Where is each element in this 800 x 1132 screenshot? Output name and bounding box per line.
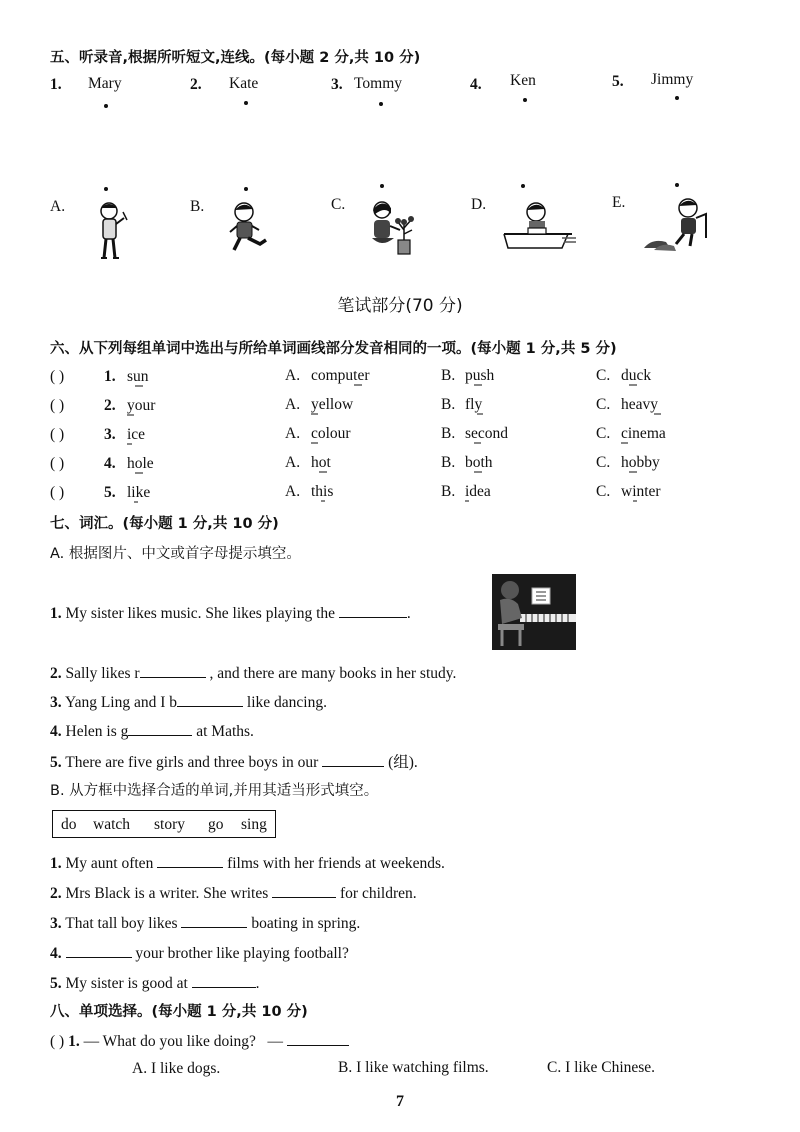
given-word: like: [127, 484, 151, 501]
option-letter: A.: [285, 425, 301, 442]
name-label: Jimmy: [651, 71, 694, 88]
question-number: 3.: [50, 915, 62, 932]
question-number: 5.: [104, 484, 116, 501]
fill-blank[interactable]: [322, 752, 384, 767]
name-number: 5.: [612, 73, 624, 90]
partA-question: [50, 663, 456, 683]
word-bank-item: sing: [241, 816, 267, 833]
partA-question: [50, 721, 254, 741]
question-number: 4.: [104, 455, 116, 472]
picture-letter: E.: [612, 194, 626, 211]
question-text: Mrs Black is a writer. She writes: [65, 885, 269, 902]
option-word: hobby: [621, 454, 660, 471]
girl-playing-piano-icon: [492, 574, 576, 650]
question-text-end: films with her friends at weekends.: [227, 855, 445, 872]
section6-title: 六、从下列每组单词中选出与所给单词画线部分发音相同的一项。(每小题 1 分,共 5 分): [50, 341, 617, 357]
name-number: 4.: [470, 76, 482, 93]
answer-blank[interactable]: ( ): [50, 368, 65, 385]
option-letter: A.: [285, 367, 301, 384]
fill-blank[interactable]: [287, 1031, 349, 1046]
answer-blank[interactable]: ( ): [50, 426, 65, 443]
question-text: My sister likes music. She likes playing the: [65, 605, 336, 622]
given-word: hole: [127, 455, 154, 472]
word-bank-item: watch: [93, 816, 131, 833]
section5-title: 五、听录音,根据所听短文,连线。(每小题 2 分,共 10 分): [50, 50, 421, 66]
word-bank-box: [52, 810, 276, 838]
option-word: both: [465, 454, 493, 471]
answer-blank[interactable]: ( ): [50, 397, 65, 414]
fill-blank[interactable]: [177, 692, 243, 707]
partA-title: A. 根据图片、中文或首字母提示填空。: [50, 546, 301, 562]
question-text: Yang Ling and I b: [64, 694, 178, 711]
name-number: 2.: [190, 76, 202, 93]
question-text: There are five girls and three boys in our: [65, 754, 319, 771]
question-number: 2.: [104, 397, 116, 414]
option-word: heavy: [621, 396, 659, 413]
question-text: That tall boy likes: [65, 915, 178, 932]
word-bank-item: story: [154, 816, 185, 833]
option-letter: C.: [596, 425, 611, 442]
question-number: 4.: [50, 723, 62, 740]
name-number: 3.: [331, 76, 343, 93]
option-letter: A.: [285, 454, 301, 471]
option-word: cinema: [621, 425, 666, 442]
option-letter: B.: [441, 483, 456, 500]
option-letter: C.: [596, 483, 611, 500]
option-letter: C.: [596, 454, 611, 471]
question-number: 3.: [50, 694, 62, 711]
fill-blank[interactable]: [157, 853, 223, 868]
picture-letter: D.: [471, 196, 487, 213]
question-number: 1.: [50, 855, 62, 872]
option-word: duck: [621, 367, 652, 384]
option-word: yellow: [311, 396, 354, 413]
option-word: this: [311, 483, 334, 500]
picture-letter: C.: [331, 196, 346, 213]
option-word: idea: [465, 483, 491, 500]
name-label: Ken: [510, 72, 536, 89]
question-number: 4.: [50, 945, 62, 962]
name-label: Mary: [88, 75, 122, 92]
section7-title: 七、词汇。(每小题 1 分,共 10 分): [50, 516, 279, 532]
option-letter: A.: [285, 483, 301, 500]
answer-blank[interactable]: ( ): [50, 484, 65, 501]
question-text: Helen is g: [65, 723, 129, 740]
option-word: colour: [311, 425, 351, 442]
partB-title: B. 从方框中选择合适的单词,并用其适当形式填空。: [50, 783, 379, 799]
word-bank-item: go: [208, 816, 224, 833]
given-word: sun: [127, 368, 149, 385]
fill-blank[interactable]: [140, 663, 206, 678]
written-part-title: 笔试部分(70 分): [337, 296, 463, 316]
phonics-underline-marks: [0, 0, 800, 520]
option-a[interactable]: A. I like dogs.: [132, 1060, 221, 1077]
option-letter: C.: [596, 367, 611, 384]
question-text-end: at Maths.: [196, 723, 254, 740]
picture-letter: A.: [50, 198, 66, 215]
fill-blank[interactable]: [66, 943, 132, 958]
mc-question: [50, 1031, 349, 1051]
question-text-end: , and there are many books in her study.: [209, 665, 457, 682]
question-text-end: .: [406, 605, 411, 622]
option-letter: B.: [441, 454, 456, 471]
option-word: second: [465, 425, 509, 442]
option-letter: B.: [441, 367, 456, 384]
name-label: Kate: [229, 75, 259, 92]
question-text: My aunt often: [65, 855, 154, 872]
option-letter: B.: [441, 396, 456, 413]
fill-blank[interactable]: [128, 721, 192, 736]
partB-question: [50, 913, 360, 933]
partB-question: [50, 883, 417, 903]
question-text-end: your brother like playing football?: [135, 945, 349, 962]
page-number: 7: [396, 1093, 404, 1110]
question-number: 1.: [50, 605, 62, 622]
partB-question: [50, 973, 260, 993]
option-word: hot: [311, 454, 331, 471]
partB-question: [50, 853, 445, 873]
option-word: winter: [621, 483, 661, 500]
question-text-end: boating in spring.: [251, 915, 361, 932]
partB-question: [50, 943, 349, 963]
option-word: computer: [311, 367, 370, 384]
question-number: 2.: [50, 885, 62, 902]
option-c[interactable]: C. I like Chinese.: [547, 1059, 656, 1076]
question-number: 1.: [104, 368, 116, 385]
option-letter: C.: [596, 396, 611, 413]
option-word: push: [465, 367, 495, 384]
given-word: ice: [127, 426, 146, 443]
option-letter: B.: [441, 425, 456, 442]
question-text-end: (组).: [388, 754, 418, 771]
option-word: fly: [465, 396, 483, 413]
answer-blank[interactable]: ( ): [50, 455, 65, 472]
name-label: Tommy: [354, 75, 402, 92]
picture-letter: B.: [190, 198, 205, 215]
question-text-end: for children.: [340, 885, 417, 902]
name-number: 1.: [50, 76, 62, 93]
fill-blank[interactable]: [192, 973, 256, 988]
question-number: 3.: [104, 426, 116, 443]
question-number: 5.: [50, 975, 62, 992]
given-word: your: [127, 397, 156, 414]
answer-dash: —: [267, 1033, 284, 1050]
partA-question: [50, 750, 418, 772]
question-text-end: .: [255, 975, 260, 992]
partA-question: [50, 692, 327, 712]
word-bank-item: do: [61, 816, 77, 833]
partA-question: [50, 603, 411, 623]
question-text-end: like dancing.: [246, 694, 327, 711]
question-number: 5.: [50, 754, 62, 771]
fill-blank[interactable]: [272, 883, 336, 898]
fill-blank[interactable]: [181, 913, 247, 928]
answer-blank[interactable]: ( ): [50, 1033, 65, 1050]
question-number: 1.: [68, 1033, 80, 1050]
question-text: My sister is good at: [65, 975, 188, 992]
question-text: — What do you like doing?: [83, 1033, 256, 1050]
question-number: 2.: [50, 665, 62, 682]
option-b[interactable]: B. I like watching films.: [338, 1059, 489, 1076]
question-text: Sally likes r: [65, 665, 140, 682]
section8-title: 八、单项选择。(每小题 1 分,共 10 分): [50, 1004, 308, 1020]
fill-blank[interactable]: [339, 603, 407, 618]
option-letter: A.: [285, 396, 301, 413]
